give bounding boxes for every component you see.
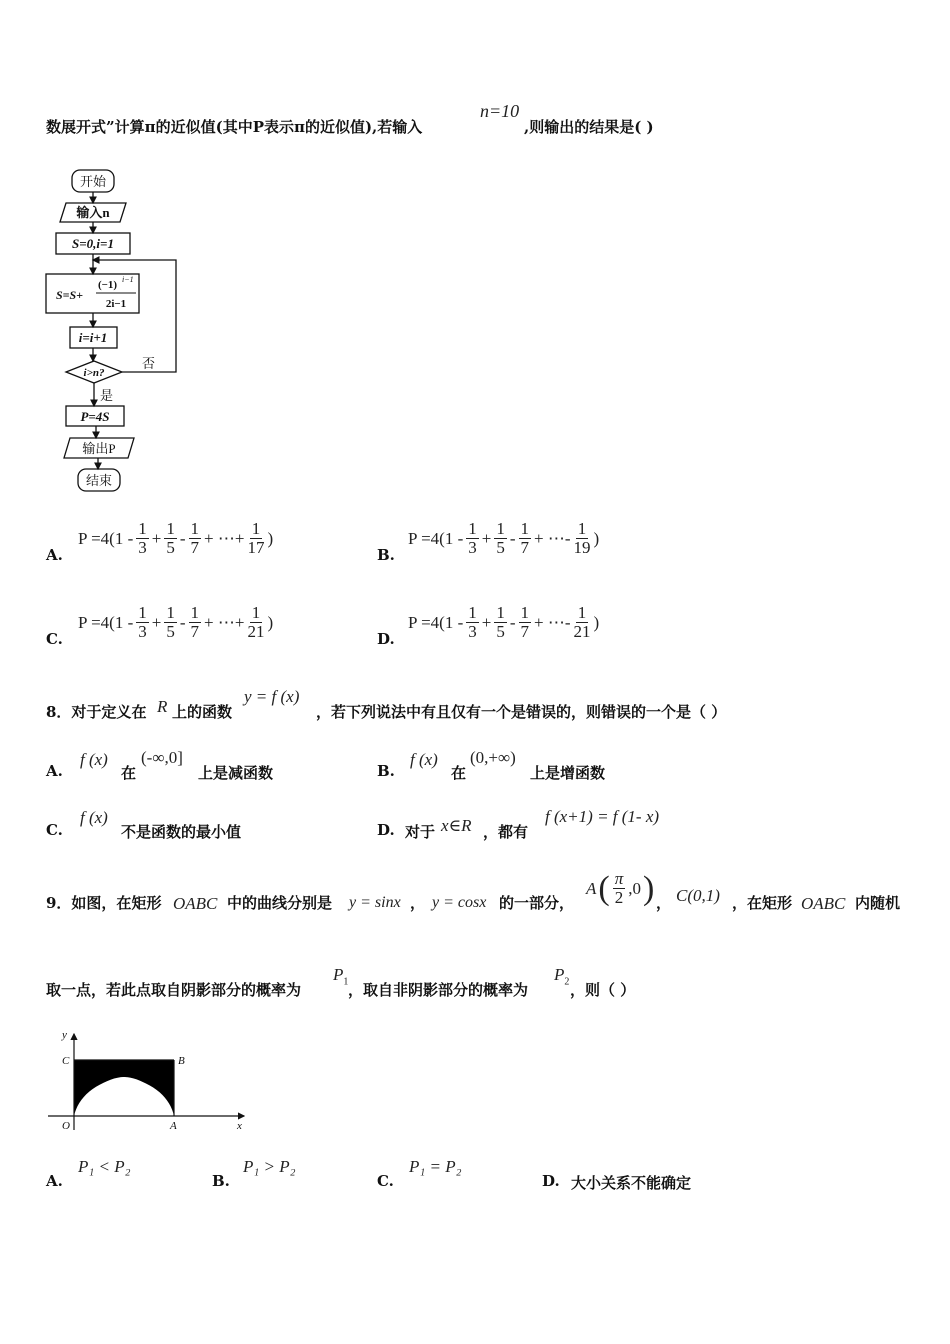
flow-update-num-exp: i−1: [122, 275, 134, 284]
q9-stem-a: 9．如图，在矩形: [46, 894, 162, 912]
flow-end: 结束: [85, 473, 113, 488]
q7-option-d-label: D.: [377, 630, 395, 648]
q8-option-a-text2: 上是减函数: [198, 764, 274, 782]
q8-stem-R: R: [157, 697, 168, 716]
q8-option-d-text1: 对于: [405, 823, 436, 841]
q8-option-d-math3: f (x+1) = f (1- x): [545, 807, 660, 826]
q9-p1: $P_1$: [333, 965, 349, 988]
q9-stem-d: ，在矩形: [732, 894, 793, 912]
q9-line2-b: ，取自非阴影部分的概率为: [348, 981, 529, 999]
q9-graph-label-y: y: [62, 1029, 67, 1041]
q7-a-prefix: P =4(1 -: [78, 528, 134, 548]
intro-input-math: n=10: [480, 101, 520, 121]
q8-option-b-label: B.: [377, 762, 395, 780]
q9-graph-label-x: x: [237, 1120, 242, 1132]
q8-option-b-math2: (0,+∞): [470, 748, 516, 767]
q8-option-c-text1: 不是函数的最小值: [121, 823, 242, 841]
q7-option-d: P =4(1 - 1 3 + $\frac{1}{5}$ - 1 7 + ⋯- 1 21 ): [408, 603, 600, 641]
q7-option-a-label: A.: [46, 546, 63, 564]
q8-stem-a: 8．对于定义在: [46, 703, 147, 721]
q9-point-a: A ( π 2 ,0 ): [586, 869, 655, 907]
flow-yes: 是: [100, 388, 114, 403]
q9-point-c: C(0,1): [676, 886, 720, 905]
flow-output: 输出P: [82, 441, 116, 456]
q9-graph-label-c: C: [62, 1055, 70, 1067]
q9-rect: OABC: [173, 894, 218, 913]
q8-option-b-text2: 上是增函数: [530, 764, 606, 782]
intro-text-b: ,则输出的结果是( ): [524, 118, 654, 136]
q8-option-b-text1: 在: [451, 764, 467, 782]
q9-option-c: P₁ = P₂: [409, 1157, 462, 1176]
q9-comma: ，: [656, 894, 672, 912]
q9-sep: ，: [410, 894, 426, 912]
q7-option-c-label: C.: [46, 630, 63, 648]
q8-option-d-math2: x∈R: [441, 816, 472, 835]
q7-option-c: P =4(1 - 1 3 + $\frac{1}{5}$ - 1 7 + ⋯+ $\frac{1}{21}$ ): [78, 603, 274, 641]
q9-option-b: P₁ > P₂: [243, 1157, 296, 1176]
flow-init: S=0,i=1: [72, 236, 114, 251]
q8-option-c-label: C.: [46, 821, 63, 839]
flow-cond: i>n?: [83, 367, 105, 379]
flow-no: 否: [142, 356, 156, 371]
q9-option-d-label: D.: [542, 1172, 560, 1190]
q9-curve2: y = cosx: [432, 894, 487, 911]
q8-stem-b: 上的函数: [172, 703, 233, 721]
q9-option-b-label: B.: [212, 1172, 230, 1190]
q8-option-a-text1: 在: [121, 764, 137, 782]
q9-curve1: y = sinx: [349, 894, 401, 911]
q9-graph: [40, 1026, 255, 1136]
flow-input: 输入n: [76, 205, 110, 220]
q7-option-b: P =4(1 - 1 3 + $\frac{1}{5}$ - 1 7 + ⋯- 1 19 ): [408, 519, 600, 557]
q8-option-c-math1: f (x): [80, 808, 108, 827]
q9-stem-e: 内随机: [855, 894, 901, 912]
q7-b-den: 19: [573, 538, 591, 557]
flow-incr: i=i+1: [78, 330, 108, 345]
q8-option-a-label: A.: [46, 762, 63, 780]
q7-c-sign: + ⋯+: [204, 612, 245, 632]
q9-rect2: OABC: [801, 894, 846, 913]
q7-option-b-label: B.: [377, 546, 395, 564]
q8-stem-func: y = f (x): [244, 687, 300, 706]
q7-d-den: 21: [573, 622, 591, 641]
q7-c-prefix: P =4(1 -: [78, 612, 134, 632]
q8-option-a-math2: (-∞,0]: [141, 748, 183, 767]
q9-option-d: 大小关系不能确定: [571, 1174, 692, 1192]
q8-option-b-math1: f (x): [410, 750, 438, 769]
flowchart: [40, 166, 200, 496]
flow-update-prefix: S=S+: [56, 288, 84, 302]
flow-update-den: 2i−1: [105, 298, 127, 310]
q8-stem-c: ，若下列说法中有且仅有一个是错误的，则错误的一个是（ ）: [316, 703, 727, 721]
intro-text-a: 数展开式”计算π的近似值(其中P表示π的近似值),若输入: [46, 118, 423, 136]
q9-graph-label-b: B: [178, 1055, 185, 1067]
q9-stem-c: 的一部分，: [499, 894, 575, 912]
q7-a-den: 17: [247, 538, 265, 557]
q8-option-a-math1: f (x): [80, 750, 108, 769]
q7-b-prefix: P =4(1 -: [408, 528, 464, 548]
q9-option-a-label: A.: [46, 1172, 63, 1190]
q9-stem-b: 中的曲线分别是: [227, 894, 333, 912]
q7-a-sign: + ⋯+: [204, 528, 245, 548]
q7-b-sign: + ⋯-: [534, 528, 571, 548]
q7-d-sign: + ⋯-: [534, 612, 571, 632]
q9-p2: $P_2$: [554, 965, 570, 988]
flow-assign: P=4S: [80, 409, 110, 424]
flow-start: 开始: [79, 174, 107, 189]
flow-update-num: (−1): [98, 279, 118, 291]
q7-c-den: 21: [247, 622, 265, 641]
q8-option-d-label: D.: [377, 821, 395, 839]
q7-d-prefix: P =4(1 -: [408, 612, 464, 632]
q9-line2-c: ，则（ ）: [570, 981, 636, 999]
q9-graph-label-a: A: [170, 1120, 177, 1132]
q8-option-d-text2: ，都有: [483, 823, 529, 841]
q7-option-a: P =4(1 - 1 3 + $\frac{1}{5}$ - 1 7 + ⋯+ $\frac{1}{17}$ ): [78, 519, 274, 557]
q9-graph-label-o: O: [62, 1120, 70, 1132]
q9-option-c-label: C.: [377, 1172, 394, 1190]
q9-line2-a: 取一点，若此点取自阴影部分的概率为: [46, 981, 302, 999]
q9-option-a: P₁ < P₂: [78, 1157, 131, 1176]
